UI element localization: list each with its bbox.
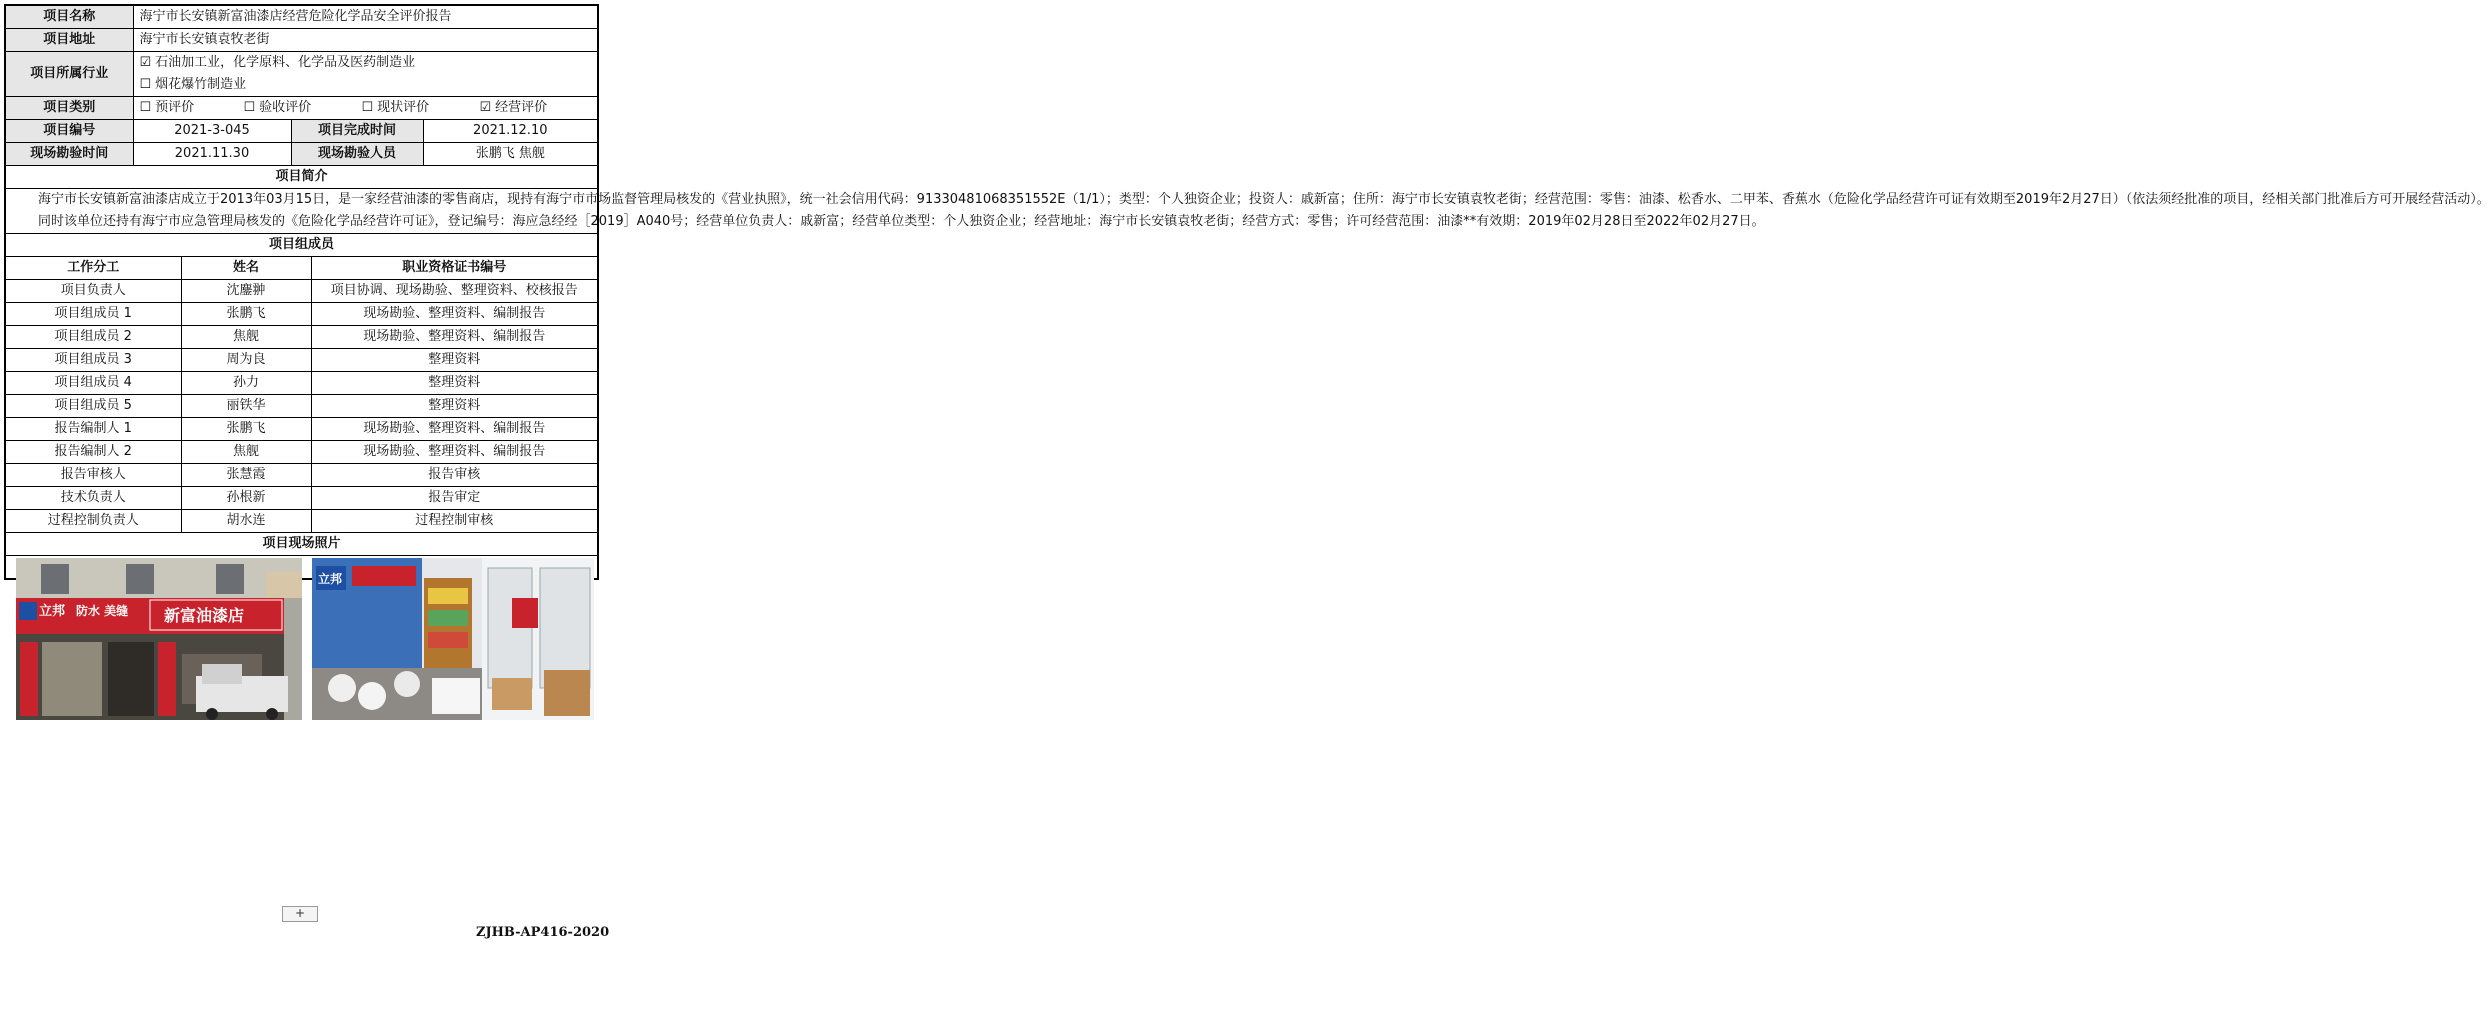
members-title: 项目组成员	[5, 234, 598, 257]
member-duty: 现场勘验、整理资料、编制报告	[311, 418, 598, 441]
member-duty: 整理资料	[311, 395, 598, 418]
checked-box-icon: ☑	[139, 55, 152, 70]
member-role: 项目组成员 1	[5, 303, 181, 326]
member-role: 项目组成员 3	[5, 349, 181, 372]
survey-time-value: 2021.11.30	[133, 143, 291, 166]
project-category-options	[133, 97, 598, 120]
table-row	[5, 441, 598, 464]
member-name: 孙力	[181, 372, 311, 395]
intro-body	[5, 189, 2490, 234]
category-option-status: ☐ 现状评价	[362, 97, 480, 119]
member-role: 报告审核人	[5, 464, 181, 487]
category-option-operation: ☑ 经营评价	[480, 97, 548, 119]
unchecked-box-icon: ☐	[361, 100, 374, 115]
table-row	[5, 280, 598, 303]
members-header-role: 工作分工	[5, 257, 181, 280]
member-name: 沈鏖翀	[181, 280, 311, 303]
members-header-name: 姓名	[181, 257, 311, 280]
survey-staff-label: 现场勘验人员	[291, 143, 423, 166]
member-duty: 报告审核	[311, 464, 598, 487]
table-row	[5, 372, 598, 395]
industry-option-petrochem: ☑ 石油加工业，化学原料、化学品及医药制造业	[140, 52, 592, 74]
member-name: 焦舰	[181, 441, 311, 464]
unchecked-box-icon: ☐	[139, 77, 152, 92]
complete-time-label: 项目完成时间	[291, 120, 423, 143]
member-name: 孙根新	[181, 487, 311, 510]
intro-paragraph-2: 同时该单位还持有海宁市应急管理局核发的《危险化学品经营许可证》，登记编号：海应急经经［2019］A040号；经营单位负责人：戚新富；经营单位类型：个人独资企业；经营地址：海宁市长安镇袁牧老街；经营方式：零售；许可经营范围：油漆**有效期：2019年02月28日至2022年02月27日。	[38, 214, 1765, 229]
member-duty: 现场勘验、整理资料、编制报告	[311, 326, 598, 349]
survey-staff-value: 张鹏飞 焦舰	[423, 143, 598, 166]
project-category-label: 项目类别	[5, 97, 133, 120]
member-duty: 项目协调、现场勘验、整理资料、校核报告	[311, 280, 598, 303]
project-address-value: 海宁市长安镇袁牧老街	[133, 29, 598, 52]
survey-time-label: 现场勘验时间	[5, 143, 133, 166]
member-duty: 现场勘验、整理资料、编制报告	[311, 303, 598, 326]
site-photos	[5, 556, 598, 625]
project-number-label: 项目编号	[5, 120, 133, 143]
member-duty: 整理资料	[311, 372, 598, 395]
project-industry-options	[133, 52, 598, 97]
brand-slogan-text: 防水 美缝	[76, 604, 129, 618]
checked-box-icon: ☑	[479, 100, 492, 115]
member-role: 项目组成员 4	[5, 372, 181, 395]
member-name: 张鹏飞	[181, 303, 311, 326]
add-row-button[interactable]: +	[282, 906, 318, 922]
member-name: 焦舰	[181, 326, 311, 349]
storefront-illustration	[16, 558, 302, 720]
member-name: 胡水连	[181, 510, 311, 533]
member-name: 周为良	[181, 349, 311, 372]
table-row	[5, 510, 598, 533]
members-header-cert: 职业资格证书编号	[311, 257, 598, 280]
member-name: 张慧霞	[181, 464, 311, 487]
industry-option-fireworks: ☐ 烟花爆竹制造业	[140, 74, 592, 96]
intro-title: 项目简介	[5, 166, 598, 189]
member-duty: 现场勘验、整理资料、编制报告	[311, 441, 598, 464]
member-duty: 过程控制审核	[311, 510, 598, 533]
member-duty: 整理资料	[311, 349, 598, 372]
interior-photo	[312, 558, 594, 720]
interior-illustration	[312, 558, 594, 720]
complete-time-value: 2021.12.10	[423, 120, 598, 143]
table-row	[5, 487, 598, 510]
member-name: 张鹏飞	[181, 418, 311, 441]
project-address-label: 项目地址	[5, 29, 133, 52]
document-code: ZJHB-AP416-2020	[476, 925, 610, 940]
table-row	[5, 464, 598, 487]
table-row	[5, 349, 598, 372]
unchecked-box-icon: ☐	[139, 100, 152, 115]
project-industry-label: 项目所属行业	[5, 52, 133, 97]
storefront-photo	[16, 558, 302, 720]
member-role: 报告编制人 2	[5, 441, 181, 464]
member-role: 项目组成员 2	[5, 326, 181, 349]
table-row	[5, 303, 598, 326]
member-role: 报告编制人 1	[5, 418, 181, 441]
photos-title: 项目现场照片	[5, 533, 598, 556]
unchecked-box-icon: ☐	[243, 100, 256, 115]
member-duty: 报告审定	[311, 487, 598, 510]
interior-brand-text: 立邦	[318, 572, 343, 586]
table-row	[5, 395, 598, 418]
member-role: 项目组成员 5	[5, 395, 181, 418]
project-number-value: 2021-3-045	[133, 120, 291, 143]
category-option-pre: ☐ 预评价	[140, 97, 244, 119]
brand-sign-text: 立邦	[39, 604, 66, 619]
intro-paragraph-1: 海宁市长安镇新富油漆店成立于2013年03月15日，是一家经营油漆的零售商店，现持有海宁市市场监督管理局核发的《营业执照》，统一社会信用代码：91330481068351552E（1/1）；类型：个人独资企业；投资人：戚新富；住所：海宁市长安镇袁牧老街；经营范围：零售：油漆、松香水、二甲苯、香蕉水（危险化学品经营许可证有效期至2019年2月27日）（依法须经批准的项目，经相关部门批准后方可开展经营活动）。	[38, 192, 2490, 207]
storefront-sign-text: 新富油漆店	[164, 606, 245, 625]
table-row	[5, 418, 598, 441]
member-name: 丽铁华	[181, 395, 311, 418]
category-option-acceptance: ☐ 验收评价	[244, 97, 362, 119]
table-row	[5, 326, 598, 349]
project-info-table	[4, 4, 2490, 625]
project-name-value: 海宁市长安镇新富油漆店经营危险化学品安全评价报告	[133, 5, 598, 29]
member-role: 技术负责人	[5, 487, 181, 510]
member-role: 过程控制负责人	[5, 510, 181, 533]
member-role: 项目负责人	[5, 280, 181, 303]
project-name-label: 项目名称	[5, 5, 133, 29]
